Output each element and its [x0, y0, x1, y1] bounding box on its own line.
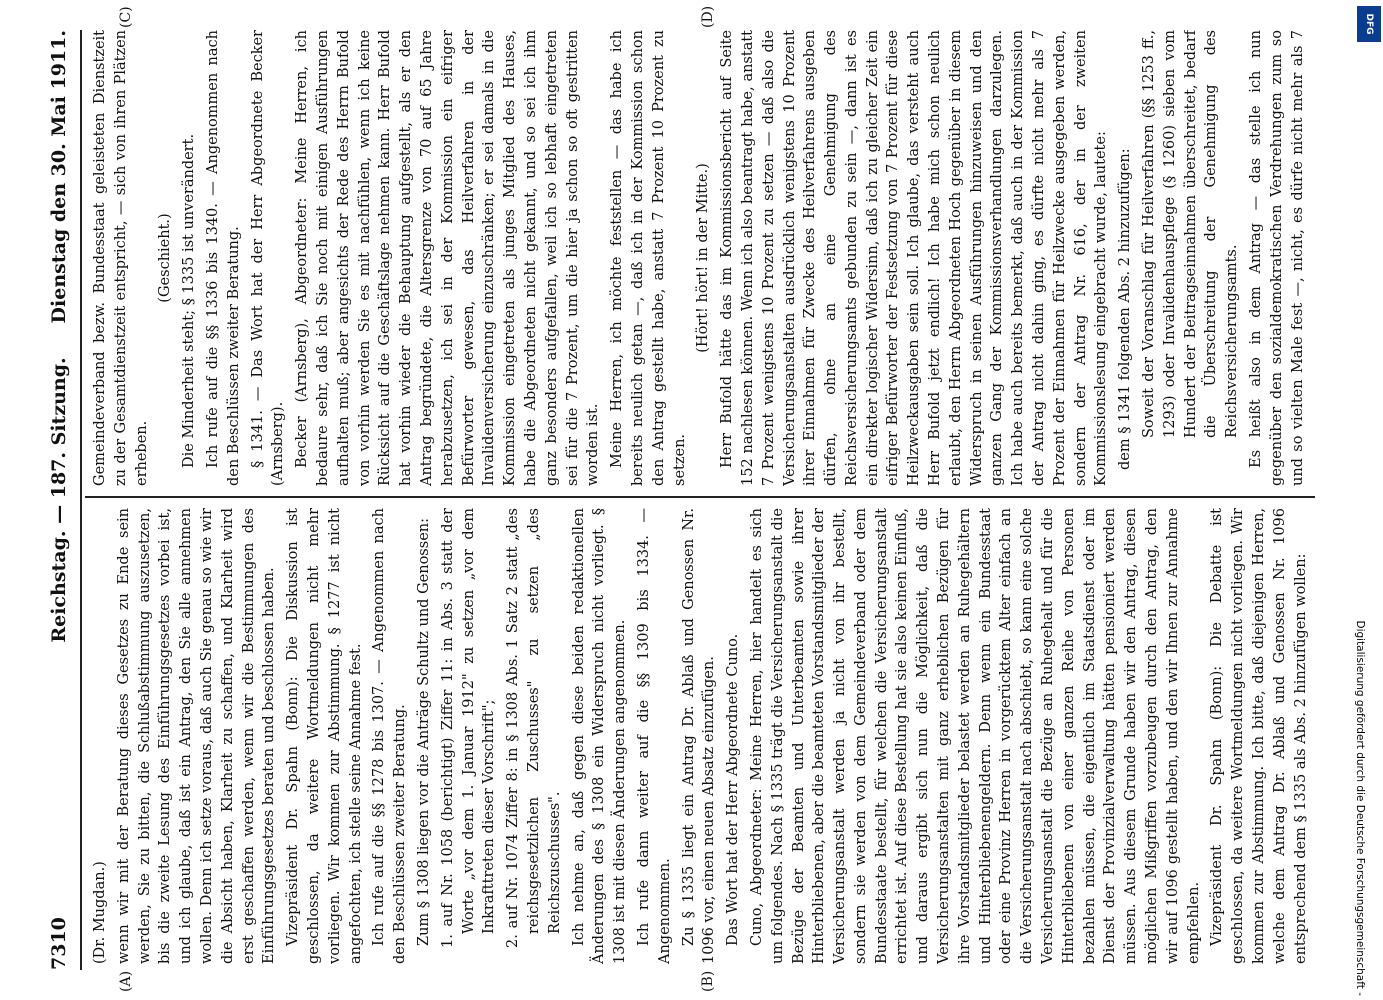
- margin-marker-c: (C): [118, 6, 134, 28]
- paragraph: Zum § 1308 liegen vor die Anträge Schultz und Genossen:: [415, 518, 432, 946]
- margin-marker-a: (A): [118, 970, 134, 992]
- interjection: (Hört! hört! in der Mitte.): [695, 163, 712, 353]
- paragraph: Vizepräsident Dr. Spahn (Bonn): Die Debatte ist geschlossen, da weitere Wortmeldungen nicht vorliegen. Wir kommen zur Abstimmung. Ich bitte, daß diejenigen Herren, welche dem Antrag Dr. Ablaß und Genossen Nr. 1096 entsprechend dem § 1335 als Abs. 2 hinzufügen wollen:: [1209, 508, 1309, 964]
- paragraph: Ich nehme an, daß gegen diese beiden redaktionellen Änderungen des § 1308 ein Widerspruch nicht vorliegt. § 1308 ist mit diesen Änderungen angenommen.: [570, 508, 629, 964]
- paragraph: Herr Bufold hätte das im Kommissionsbericht auf Seite 152 nachlesen können. Wenn ich also beantragt habe, anstatt 7 Prozent wenigstens 10 Prozent zu setzen — daß also die Versicherungsanstalten ausdrücklich wenigstens 10 Prozent ihrer Einnahmen für Zwecke des Heilverfahrens ausgeben dürfen, ohne an eine Genehmigung des Reichsversicherungsamts gebunden zu sein —, dann ist es ein direkter logischer Widersinn, daß ich zu gleicher Zeit ein eifriger Befürworter der Festsetzung von 7 Prozent für diese Heilzweckausgaben sein soll. Ich glaube, das versteht auch Herr Bufold jetzt endlich! Ich habe mich schon neulich erlaubt, den Herrn Abgeordneten Hoch gegenüber in diesem Widerspruch in seinen Ausführungen hinzuweisen und den ganzen Gang der Kommissionsverhandlungen darzulegen. Ich habe auch bereits bemerkt, daß auch in der Kommission der Antrag nicht dahin ging, es dürfte nicht mehr als 7 Prozent der Einnahmen für Heilzwecke ausgegeben werden, sondern der Antrag Nr. 616, der in der zweiten Kommissionslesung eingebracht wurde, lautete:: [719, 30, 1110, 486]
- paragraph: § 1341. — Das Wort hat der Herr Abgeordnete Becker (Arnsberg).: [249, 30, 287, 486]
- paragraph: Cuno, Abgeordneter: Meine Herren, hier handelt es sich um folgendes. Nach § 1335 trägt die Versicherungsanstalt die Bezüge der Beamten und Unterbeamten sowie ihrer Hinterbliebenen, aber die beamteten Vorstandsmitglieder der Versicherungsanstalt werden ja nicht von ihr bestellt, sondern sie werden von dem Gemeindeverband oder dem Bundesstaate bestellt, für welchen die Versicherungsanstalt errichtet ist. Auf diese Bestellung hat sie also keinen Einfluß, und daraus ergibt sich nun die Möglichkeit, daß die Versicherungsanstalten mit ganz erheblichen Bezügen für ihre Vorstandsmitglieder belastet werden an Ruhegehältern und Hinterbliebenengeldern. Denn wenn ein Bundesstaat oder eine Provinz Herren in vorgerücktem Alter einfach an die Versicherungsanstalt nach abschiebt, so kann eine solche Versicherungsanstalt die Bezüge an Ruhegehalt und für die Hinterbliebenen von einer ganzen Reihe von Personen bezahlen müssen, die eigentlich im Staatsdienst oder im Dienst der Provinzialverwaltung hätten pensioniert werden müssen. Aus diesem Grunde haben wir den Antrag, diesen möglichen Mißgriffen vorzubeugen durch den Antrag, den wir auf 1096 gestellt haben, und den wir Ihnen zur Annahme empfehlen.: [748, 508, 1202, 964]
- column-divider: [85, 496, 1315, 498]
- paragraph: wenn wir mit der Beratung dieses Gesetzes zu Ende sein werden, Sie zu bitten, die Schlußabstimmung auszusetzen, bis die zweite Lesung des Einführungsgesetzes vorbei ist, und ich glaube, daß ist ein Antrag, den Sie alle annehmen wollen. Denn ich setze voraus, daß auch Sie genau so wie wir die Absicht haben, Klarheit zu schaffen, und Klarheit wird erst geschaffen werden, wenn wir die Bestimmungen des Einführungsgesetzes beraten und beschlossen haben.: [115, 508, 278, 964]
- right-column: [90, 30, 1310, 486]
- page-title: Reichstag. — 187. Sitzung.: [48, 357, 70, 643]
- digitization-note: [1348, 6, 1372, 996]
- paragraph: Ich rufe auf die §§ 1336 bis 1340. — Angenommen nach den Beschlüssen zweiter Beratung.: [204, 30, 242, 486]
- paragraph: Meine Herren, ich möchte feststellen — das habe ich bereits neulich getan —, daß ich in der Kommission schon den Antrag gestellt habe, anstatt 7 Prozent 10 Prozent zu setzen.: [609, 30, 688, 486]
- quoted-motion: Soweit der Voranschlag für Heilverfahren (§§ 1253 ff., 1293) oder Invalidenhauspflege (§ 1260) sieben vom Hundert der Beitragseinnahmen überschreitet, bedarf die Überschreitung der Genehmigung des Reichsversicherungsamts.: [1141, 30, 1241, 438]
- digitization-note-text: Digitalisierung gefördert durch die Deutsche Forschungsgemeinschaft -: [1354, 620, 1366, 996]
- page-date: Dienstag den 30. Mai 1911.: [48, 30, 70, 324]
- interjection: (Geschieht.): [157, 213, 174, 303]
- paragraph: Becker (Arnsberg), Abgeordneter: Meine Herren, ich bedaure sehr, daß ich Sie noch mit einigen Ausführungen aufhalten muß; aber angesichts der Rede des Herrn Bufold von vorhin werden Sie es mit nachfühlen, wenn ich keine Rücksicht auf die Geschäftslage nehmen kann. Herr Bufold hat vorhin wieder die Behauptung aufgestellt, als er den Antrag begründete, die Altersgrenze von 70 auf 65 Jahre herabzusetzen, ich sei in der Kommission ein eifriger Befürworter gewesen, das Heilverfahren in der Invalidenversicherung einzuschränken; er sei damals in die Kommission eingetreten als junges Mitglied des Hauses, habe die Abgeordneten nicht gekannt, und so sei ich ihm ganz besonders aufgefallen, weil ich so lebhaft eingetreten sei für die 7 Prozent, um die hier ja schon so oft gestritten worden ist.: [294, 30, 602, 486]
- margin-marker-d: (D): [700, 5, 716, 28]
- list-item: 2. auf Nr. 1074 Ziffer 8: in § 1308 Abs. 1 Satz 2 statt „des reichsgesetzlichen Zuschusses" zu setzen „des Reichszuschusses".: [505, 508, 563, 948]
- page-number: 7310: [48, 917, 70, 970]
- paragraph: Die Minderheit steht; § 1335 ist unverändert.: [181, 133, 198, 468]
- paragraph: Es heißt also in dem Antrag — das stelle ich nun gegenüber den sozialdemokratischen Verdrehungen zum so und so vielten Male fest —, nicht, es dürfe nicht mehr als 7: [1248, 30, 1306, 486]
- paragraph: Vizepräsident Dr. Spahn (Bonn): Die Diskussion ist geschlossen, da weitere Wortmeldungen nicht mehr vorliegen. Wir kommen zur Abstimmung. § 1277 ist nicht angefochten, ich stelle seine Annahme fest.: [285, 508, 364, 964]
- quoted-motion-intro: dem § 1341 folgenden Abs. 2 hinzuzufügen:: [1117, 148, 1134, 470]
- paragraph: Zu § 1335 liegt ein Antrag Dr. Ablaß und Genossen Nr. 1096 vor, einen neuen Absatz einzufügen.: [680, 508, 718, 964]
- paragraph: Gemeindeverband bezw. Bundesstaat geleisteten Dienstzeit zu der Gesamtdienstzeit entspricht, — sich von ihren Plätzen erheben.: [92, 30, 150, 486]
- speaker-reference: (Dr. Mugdan.): [92, 861, 108, 964]
- paragraph: Ich rufe auf die §§ 1278 bis 1307. — Angenommen nach den Beschlüssen zweiter Beratung.: [371, 508, 409, 964]
- list-item: 1. auf Nr. 1058 (berichtigt) Ziffer 11: in Abs. 3 statt der Worte „vor dem 1. Januar 1912" zu setzen „vor dem Inkrafttreten dieser Vorschrift";: [439, 508, 498, 948]
- header-rule: [80, 30, 82, 970]
- dfg-logo: DFG: [1357, 6, 1381, 42]
- left-column: [90, 508, 1310, 964]
- margin-marker-b: (B): [700, 970, 716, 992]
- paragraph: Das Wort hat der Herr Abgeordnete Cuno.: [725, 633, 742, 946]
- page-header: [48, 30, 78, 970]
- paragraph: Ich rufe dann weiter auf die §§ 1309 bis 1334. — Angenommen.: [635, 508, 673, 964]
